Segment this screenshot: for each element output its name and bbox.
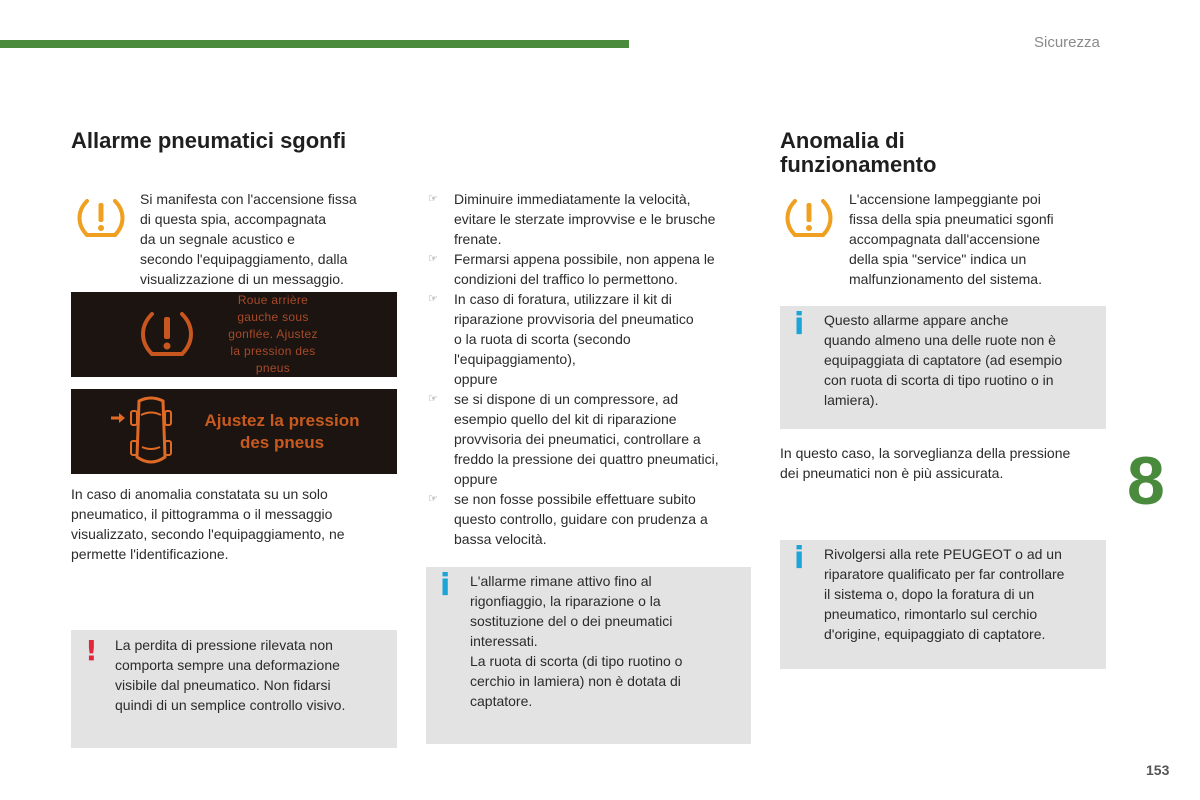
step-item: ☞ Diminuire immediatamente la velocità, evitare le sterzate improvvise e le brusche frenate. (428, 191, 716, 247)
info-note-text: Questo allarme appare anche quando almeno una delle ruote non è equipaggiata di captatore (ad esempio con ruota di scorta di tipo ruotino o in lamiera). (824, 312, 1063, 408)
pointing-hand-icon: ☞ (428, 293, 438, 305)
warning-exclamation-icon: ! (85, 634, 98, 667)
case-paragraph: In questo caso, la sorveglianza della pressione dei pneumatici non è più assicurata. (780, 445, 1071, 481)
info-icon: i (794, 541, 805, 576)
warning-note-text: La perdita di pressione rilevata non comporta sempre una deformazione visibile dal pneumatico. Non fidarsi quindi di un semplice controllo visivo. (115, 637, 346, 713)
tyre-pressure-warning-icon (76, 195, 126, 241)
section-label: Sicurezza (1034, 34, 1100, 51)
dashboard-display-car (71, 389, 397, 474)
section-title-malfunction: Anomalia di funzionamento (780, 128, 937, 177)
pointing-hand-icon: ☞ (428, 193, 438, 205)
display-car-message: Ajustez la pression des pneus (204, 411, 360, 452)
header-accent-bar (0, 40, 629, 48)
page-number: 153 (1146, 762, 1170, 778)
intro-paragraph: Si manifesta con l'accensione fissa di questa spia, accompagnata da un segnale acustico e secondo l'equipaggiamento, dalla visualizzazione di un messaggio. (140, 191, 357, 287)
info-note-box-middle (426, 567, 751, 744)
pointing-hand-icon: ☞ (428, 393, 438, 405)
tyre-pressure-warning-icon (784, 195, 834, 241)
pointing-hand-icon: ☞ (428, 493, 438, 505)
step-item: ☞ In caso di foratura, utilizzare il kit di riparazione provvisoria del pneumatico o la ruota di scorta (secondo l'equipaggiamento), oppure (428, 291, 694, 387)
anomaly-paragraph: In caso di anomalia constatata su un solo pneumatico, il pittogramma o il messaggio visualizzato, secondo l'equipaggiamento, ne permette l'identificazione. (71, 486, 345, 562)
tyre-pressure-display-icon (139, 308, 195, 360)
warning-note-box (71, 630, 397, 748)
car-top-view-icon (109, 393, 189, 471)
display-message-text: Roue arrière gauche sous gonflée. Ajustez la pression des pneus (228, 293, 318, 375)
dashboard-display-message (71, 292, 397, 377)
info-note-box-right-2 (780, 540, 1106, 669)
info-note-box-right-1 (780, 306, 1106, 429)
step-item: ☞ se non fosse possibile effettuare subito questo controllo, guidare con prudenza a bassa velocità. (428, 491, 708, 547)
section-title-tyre-alarm: Allarme pneumatici sgonfi (71, 128, 347, 153)
step-item: ☞ se si dispone di un compressore, ad esempio quello del kit di riparazione provvisoria dei pneumatici, controllare a freddo la pressione dei quattro pneumatici, oppure (428, 391, 719, 487)
malfunction-intro: L'accensione lampeggiante poi fissa della spia pneumatici sgonfi accompagnata dall'accensione della spia "service" indica un malfunzionamento del sistema. (849, 191, 1054, 287)
pointing-hand-icon: ☞ (428, 253, 438, 265)
info-icon: i (440, 568, 451, 603)
action-steps-list (426, 189, 756, 549)
chapter-number: 8 (1127, 443, 1165, 519)
info-note-text: L'allarme rimane attivo fino al rigonfiaggio, la riparazione o la sostituzione del o dei pneumatici interessati. La ruota di scorta (di tipo ruotino o cerchio in lamiera) non è dotata di captatore. (470, 573, 683, 709)
info-note-text: Rivolgersi alla rete PEUGEOT o ad un riparatore qualificato per far controllare il sistema o, dopo la foratura di un pneumatico, rimontarlo sul cerchio d'origine, equipaggiato di captatore. (824, 546, 1065, 642)
step-item: ☞ Fermarsi appena possibile, non appena le condizioni del traffico lo permettono. (428, 251, 715, 287)
info-icon: i (794, 307, 805, 342)
